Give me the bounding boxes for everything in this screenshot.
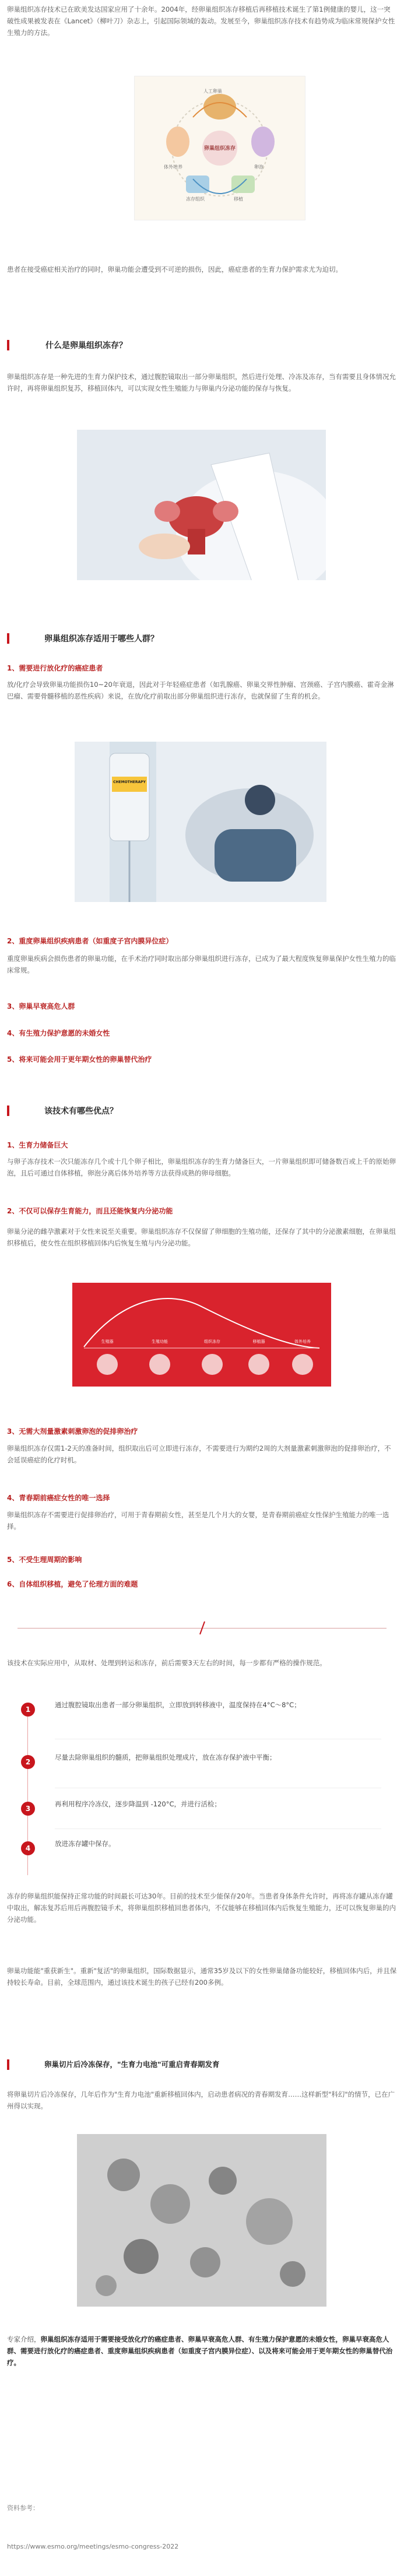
subheading: 5、将来可能会用于更年期女性的卵巢替代治疗 — [7, 1055, 152, 1064]
ovarian-function-illustration — [72, 1283, 331, 1387]
iv-bag-label: CHEMOTHERAPY — [113, 780, 146, 784]
ovarian-diagram-figure — [134, 76, 305, 220]
step-number-badge: 4 — [21, 1841, 35, 1855]
subheading: 1、需要进行放化疗的癌症患者 — [7, 664, 103, 672]
section-paragraph: 卵巢组织冻存仅需1-2天的准备时间，组织取出后可立即进行冻存，不需要进行为期约2周的大剂量激素刺激卵泡的促排卵治疗，不会延误癌症的化疗时机。 — [7, 1444, 391, 1464]
subheading: 3、卵巢早衰高危人群 — [7, 1002, 75, 1010]
step-text: 放进冻存罐中保存。 — [55, 1840, 115, 1848]
doctor-model-illustration — [77, 430, 326, 580]
chemotherapy-photo — [75, 742, 326, 902]
section-paragraph: 与卵子冻存技术一次只能冻存几个或十几个卵子相比，卵巢组织冻存的生育力储备巨大，一片卵巢组织即可储备数百或上千的原始卵泡，且后可通过自体移植，卵泡分离后体外培养等方法获得成熟的卵母细胞。 — [7, 1157, 396, 1177]
references-label: 资料参考： — [7, 2504, 39, 2512]
chemotherapy-illustration — [75, 742, 326, 902]
section-marker — [7, 633, 9, 644]
diagram-label: 移植 — [234, 196, 243, 202]
section-marker — [7, 340, 9, 350]
section-title: 该技术有哪些优点？ — [44, 1107, 118, 1116]
subheading: 5、不受生理周期的影响 — [7, 1556, 82, 1564]
section-marker — [7, 2059, 9, 2070]
diagram-label: 人工卵巢 — [203, 89, 222, 94]
section-marker — [7, 1105, 9, 1116]
references-link[interactable]: https://www.esmo.org/meetings/esmo-congress-2022 — [7, 2543, 179, 2550]
ovarian-function-figure — [72, 1283, 331, 1387]
section-paragraph: 冻存的卵巢组织能保持正常功能的时间最长可达30年。目前的技术至少能保存20年。当患者身体条件允许时，再将冻存罐从冻存罐中取出，解冻复苏后用后再腹腔镜手术，将卵巢组织移植回患者体内，不仅能够在移植回体内后恢复生殖能力，还可以恢复卵巢的内分泌功能。 — [7, 1892, 396, 1924]
section-paragraph: 重度卵巢疾病会损伤患者的卵巢功能，在手术治疗同时取出部分卵巢组织进行冻存，已成为了最大程度恢复卵巢保护女性生殖力的临床常规。 — [7, 954, 396, 974]
figure-caption-paragraph: 患者在接受癌症相关治疗的同时，卵巢功能会遭受到不可逆的损伤，因此，癌症患者的生育力保护需求尤为迫切。 — [7, 265, 342, 273]
section-paragraph: 卵巢分泌的雌孕激素对于女性来说至关重要。卵巢组织冻存不仅保留了卵细胞的生殖功能，还保存了其中的分泌激素细胞，在卵巢组织移植后，使女性在组织移植回体内后恢复生殖与内分泌功能。 — [7, 1227, 396, 1247]
step-text: 通过腹腔镜取出患者一部分卵巢组织，立即放到转移液中，温度保持在4°C～8°C； — [55, 1701, 301, 1709]
diagram-label: 卵泡 — [254, 164, 264, 170]
microscopy-illustration — [77, 2134, 326, 2307]
section-title: 什么是卵巢组织冻存？ — [45, 341, 127, 350]
closing-bold: 卵巢组织冻存适用于需要接受放化疗的癌症患者、卵巢早衰高危人群、有生殖力保护意愿的未婚女性， — [40, 2335, 342, 2343]
section-paragraph: 卵巢功能能"重获新生"。重新"复活"的卵巢组织，国际数据显示，通常35岁及以下的女性卵巢储备功能较好，移植回体内后，并且保持较长寿命。目前，全球范围内，通过该技术诞生的孩子已经有200多例。 — [7, 1967, 397, 1987]
section-title: 卵巢切片后冷冻保存，"生育力电池"可重启青春期发育 — [44, 2060, 220, 2069]
figure-label: 移植器 — [252, 1339, 265, 1344]
subheading: 1、生育力储备巨大 — [7, 1141, 68, 1149]
figure-label: 组织冻存 — [204, 1339, 220, 1344]
subheading: 3、无需大剂量激素刺激卵泡的促排卵治疗 — [7, 1427, 138, 1436]
section-paragraph: 放/化疗会导致卵巢功能损伤10~20年衰退，因此对于年轻癌症患者（如乳腺癌、卵巢交界性肿瘤、宫颈癌、子宫内膜癌、霍奇金淋巴瘤、需要骨髓移植的恶性疾病）来说，在放/化疗前取出部分卵巢组织进行冻存，也就保留了生育的机会。 — [7, 680, 394, 700]
closing-bold: 卵巢早衰高危人群、需要进行放化疗的癌症患者、重度卵巢组织疾病患者（如重度子宫内膜异位症）、以及将来可能会用于更年期女性的卵巢替代治疗。 — [7, 2335, 393, 2367]
step-text: 尽量去除卵巢组织的髓质，把卵巢组织处理成片，放在冻存保护液中平衡； — [55, 1753, 276, 1761]
step-number-badge: 1 — [21, 1703, 35, 1717]
intro-paragraph: 卵巢组织冻存技术已在欧美发达国家应用了十余年。2004年，经卵巢组织冻存移植后再移植技术诞生了第1例健康的婴儿，这一突破性成果被发表在《Lancet》（柳叶刀）杂志上，引起国际领域的轰动。发展至今，卵巢组织冻存技术有趋势成为临床常规保护女性生殖力的方法。 — [7, 5, 395, 37]
subheading: 4、有生殖力保护意愿的未婚女性 — [7, 1029, 110, 1037]
doctor-model-photo — [77, 430, 326, 580]
section-paragraph: 将卵巢切片后冷冻保存，几年后作为"生育力电池"重新移植回体内，启动患者病况的青春期发育……这样新型"科幻"的情节，已在广州得以实现。 — [7, 2090, 395, 2110]
step-text: 再利用程序冷冻仪，逐步降温到 -120°C，并进行活检； — [55, 1800, 222, 1808]
closing-paragraph — [7, 2333, 397, 2393]
diagram-center-title: 卵巢组织冻存 — [203, 146, 236, 152]
section-title: 卵巢组织冻存适用于哪些人群？ — [44, 634, 159, 644]
figure-label: 生殖功能 — [152, 1339, 168, 1344]
subheading: 4、青春期前癌症女性的唯一选择 — [7, 1494, 110, 1502]
subheading: 6、自体组织移植，避免了伦理方面的难题 — [7, 1580, 138, 1588]
divider-slash-icon — [196, 1620, 209, 1636]
section-paragraph: 该技术在实际应用中，从取材、处理到转运和冻存，前后需要3天左右的时间，每一步都有严格的操作规范。 — [7, 1659, 326, 1667]
diagram-label: 体外培养 — [164, 164, 182, 170]
subheading: 2、重度卵巢组织疾病患者（如重度子宫内膜异位症） — [7, 937, 173, 945]
microscopy-photo — [77, 2134, 326, 2307]
figure-label: 生殖器 — [101, 1339, 114, 1344]
step-number-badge: 2 — [21, 1755, 35, 1769]
section-paragraph: 卵巢组织冻存是一种先进的生育力保护技术，通过腹腔镜取出一部分卵巢组织，然后进行处理、冷冻及冻存，当有需要且身体情况允许时，再将卵巢组织复苏，移植回体内，可以实现女性生殖能力与卵巢内分泌功能的保存与恢复。 — [7, 373, 396, 392]
closing-intro: 专家介绍， — [7, 2335, 41, 2343]
step-number-badge: 3 — [21, 1802, 35, 1816]
section-paragraph: 卵巢组织冻存不需要进行促排卵治疗，可用于青春期前女性，甚至是几个月大的女婴，是青春期前癌症女性保护生殖能力的唯一选择。 — [7, 1511, 389, 1531]
figure-label: 体外培养 — [294, 1339, 311, 1344]
diagram-label: 冻存组织 — [186, 196, 205, 202]
subheading: 2、不仅可以保存生育能力，而且还能恢复内分泌功能 — [7, 1207, 173, 1215]
